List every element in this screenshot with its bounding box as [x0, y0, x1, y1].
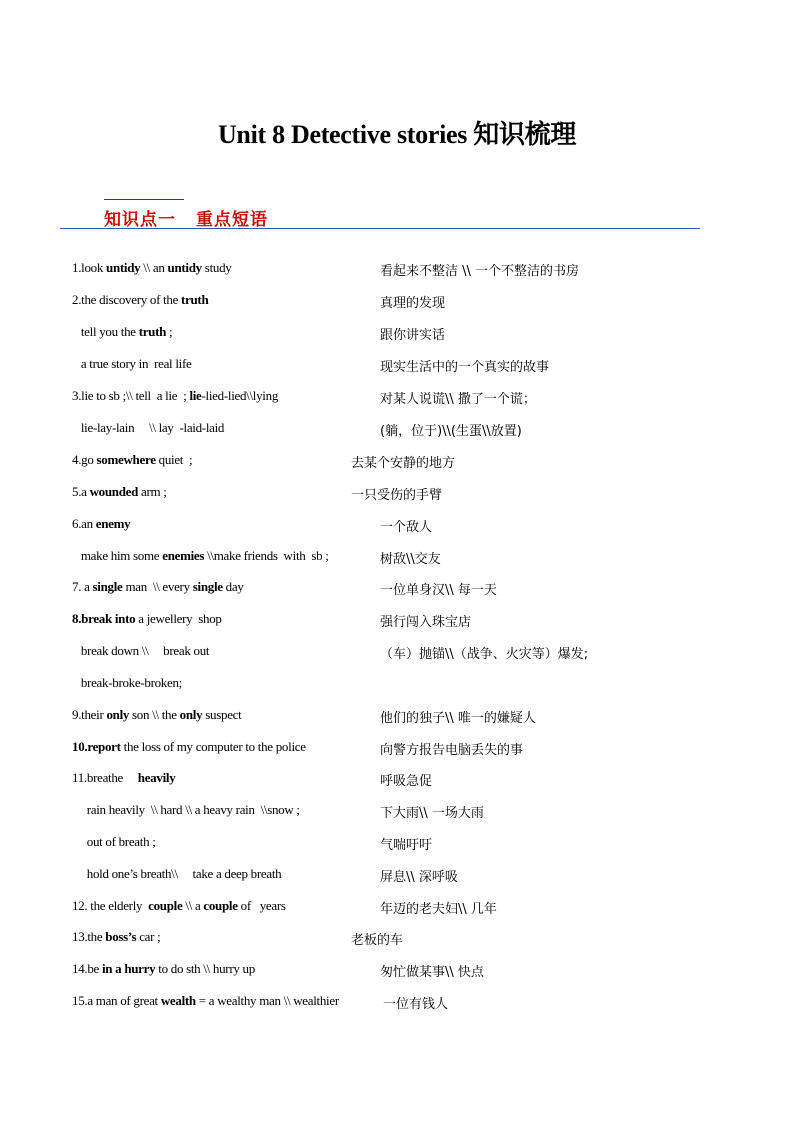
phrase-chinese: 去某个安静的地方: [351, 456, 456, 471]
phrase-row: [0, 611, 794, 631]
phrase-row: [0, 260, 794, 280]
phrase-row: [0, 516, 794, 536]
phrase-chinese: 他们的独子\\ 唯一的嫌疑人: [380, 711, 536, 726]
phrase-english: hold one’s breath\\ take a deep breath: [72, 866, 282, 881]
phrase-english: 11.breathe heavily: [72, 770, 176, 785]
page-title: Unit 8 Detective stories 知识梳理: [217, 120, 577, 149]
section-heading: [104, 205, 268, 230]
phrase-row: [0, 707, 794, 727]
phrase-row: [0, 898, 794, 918]
phrase-chinese: 跟你讲实话: [380, 328, 446, 343]
section-divider: [60, 228, 700, 229]
phrase-row: [0, 548, 794, 568]
phrase-row: [0, 675, 794, 695]
phrase-chinese: 树敌\\交友: [380, 552, 441, 567]
phrase-english: 5.a wounded arm ;: [72, 484, 167, 499]
phrase-chinese: 匆忙做某事\\ 快点: [380, 965, 484, 980]
phrase-chinese: 真理的发现: [380, 296, 446, 311]
phrase-chinese: 年迈的老夫妇\\ 几年: [380, 902, 497, 917]
phrase-row: [0, 993, 794, 1013]
phrase-chinese: 一个敌人: [380, 520, 433, 535]
phrase-english: rain heavily \\ hard \\ a heavy rain \\snow ;: [72, 802, 300, 817]
phrase-english: 1.look untidy \\ an untidy study: [72, 260, 232, 275]
phrase-chinese: (躺，位于)\\(生蛋\\放置): [380, 424, 522, 439]
phrase-english: 15.a man of great wealth = a wealthy man \\ wealthier: [72, 993, 339, 1008]
section-label: 知识点一: [104, 210, 176, 230]
section-name: 重点短语: [196, 210, 268, 230]
phrase-chinese: 强行闯入珠宝店: [380, 615, 472, 630]
phrase-chinese: （车）抛锚\\（战争、火灾等）爆发;: [380, 647, 589, 662]
phrase-row: [0, 324, 794, 344]
phrase-row: [0, 802, 794, 822]
phrase-row: [0, 834, 794, 854]
phrase-english: break down \\ break out: [72, 643, 210, 658]
phrase-row: [0, 579, 794, 599]
phrase-chinese: 对某人说谎\\ 撒了一个谎；: [380, 392, 536, 407]
phrase-chinese: 屏息\\ 深呼吸: [380, 870, 458, 885]
phrase-chinese: 一只受伤的手臂: [351, 488, 443, 503]
phrase-row: [0, 770, 794, 790]
section-top-rule: [104, 199, 184, 200]
phrase-english: 6.an enemy: [72, 516, 131, 531]
phrase-english: a true story in real life: [72, 356, 192, 371]
phrase-english: tell you the truth ;: [72, 324, 173, 339]
phrase-english: 10.report the loss of my computer to the police: [72, 739, 306, 754]
phrase-chinese: 老板的车: [351, 933, 404, 948]
phrase-english: 13.the boss’s car ;: [72, 929, 161, 944]
phrase-row: [0, 388, 794, 408]
phrase-chinese: 呼吸急促: [380, 774, 433, 789]
phrase-row: [0, 452, 794, 472]
phrase-english: 14.be in a hurry to do sth \\ hurry up: [72, 961, 255, 976]
phrase-row: [0, 739, 794, 759]
phrase-row: [0, 866, 794, 886]
phrase-english: 7. a single man \\ every single day: [72, 579, 244, 594]
phrase-chinese: 气喘吁吁: [380, 838, 433, 853]
phrase-row: [0, 961, 794, 981]
phrase-row: [0, 292, 794, 312]
phrase-english: 8.break into a jewellery shop: [72, 611, 222, 626]
phrase-english: 3.lie to sb ;\\ tell a lie ; lie-lied-lied\\lying: [72, 388, 279, 403]
phrase-chinese: 一位有钱人: [383, 997, 449, 1012]
phrase-english: 2.the discovery of the truth: [72, 292, 209, 307]
phrase-row: [0, 643, 794, 663]
phrase-chinese: 现实生活中的一个真实的故事: [380, 360, 550, 375]
phrase-english: make him some enemies \\make friends with sb ;: [72, 548, 329, 563]
phrase-chinese: 下大雨\\ 一场大雨: [380, 806, 484, 821]
phrase-row: [0, 356, 794, 376]
phrase-english: 4.go somewhere quiet ;: [72, 452, 193, 467]
phrase-english: lie-lay-lain \\ lay -laid-laid: [72, 420, 225, 435]
phrase-english: break-broke-broken;: [72, 675, 182, 690]
phrase-english: 9.their only son \\ the only suspect: [72, 707, 242, 722]
phrase-row: [0, 420, 794, 440]
phrase-english: out of breath ;: [72, 834, 156, 849]
phrase-row: [0, 929, 794, 949]
phrase-english: 12. the elderly couple \\ a couple of years: [72, 898, 286, 913]
phrase-chinese: 向警方报告电脑丢失的事: [380, 743, 524, 758]
phrase-chinese: 看起来不整洁 \\ 一个不整洁的书房: [380, 264, 580, 279]
phrase-chinese: 一位单身汉\\ 每一天: [380, 583, 497, 598]
phrase-row: [0, 484, 794, 504]
